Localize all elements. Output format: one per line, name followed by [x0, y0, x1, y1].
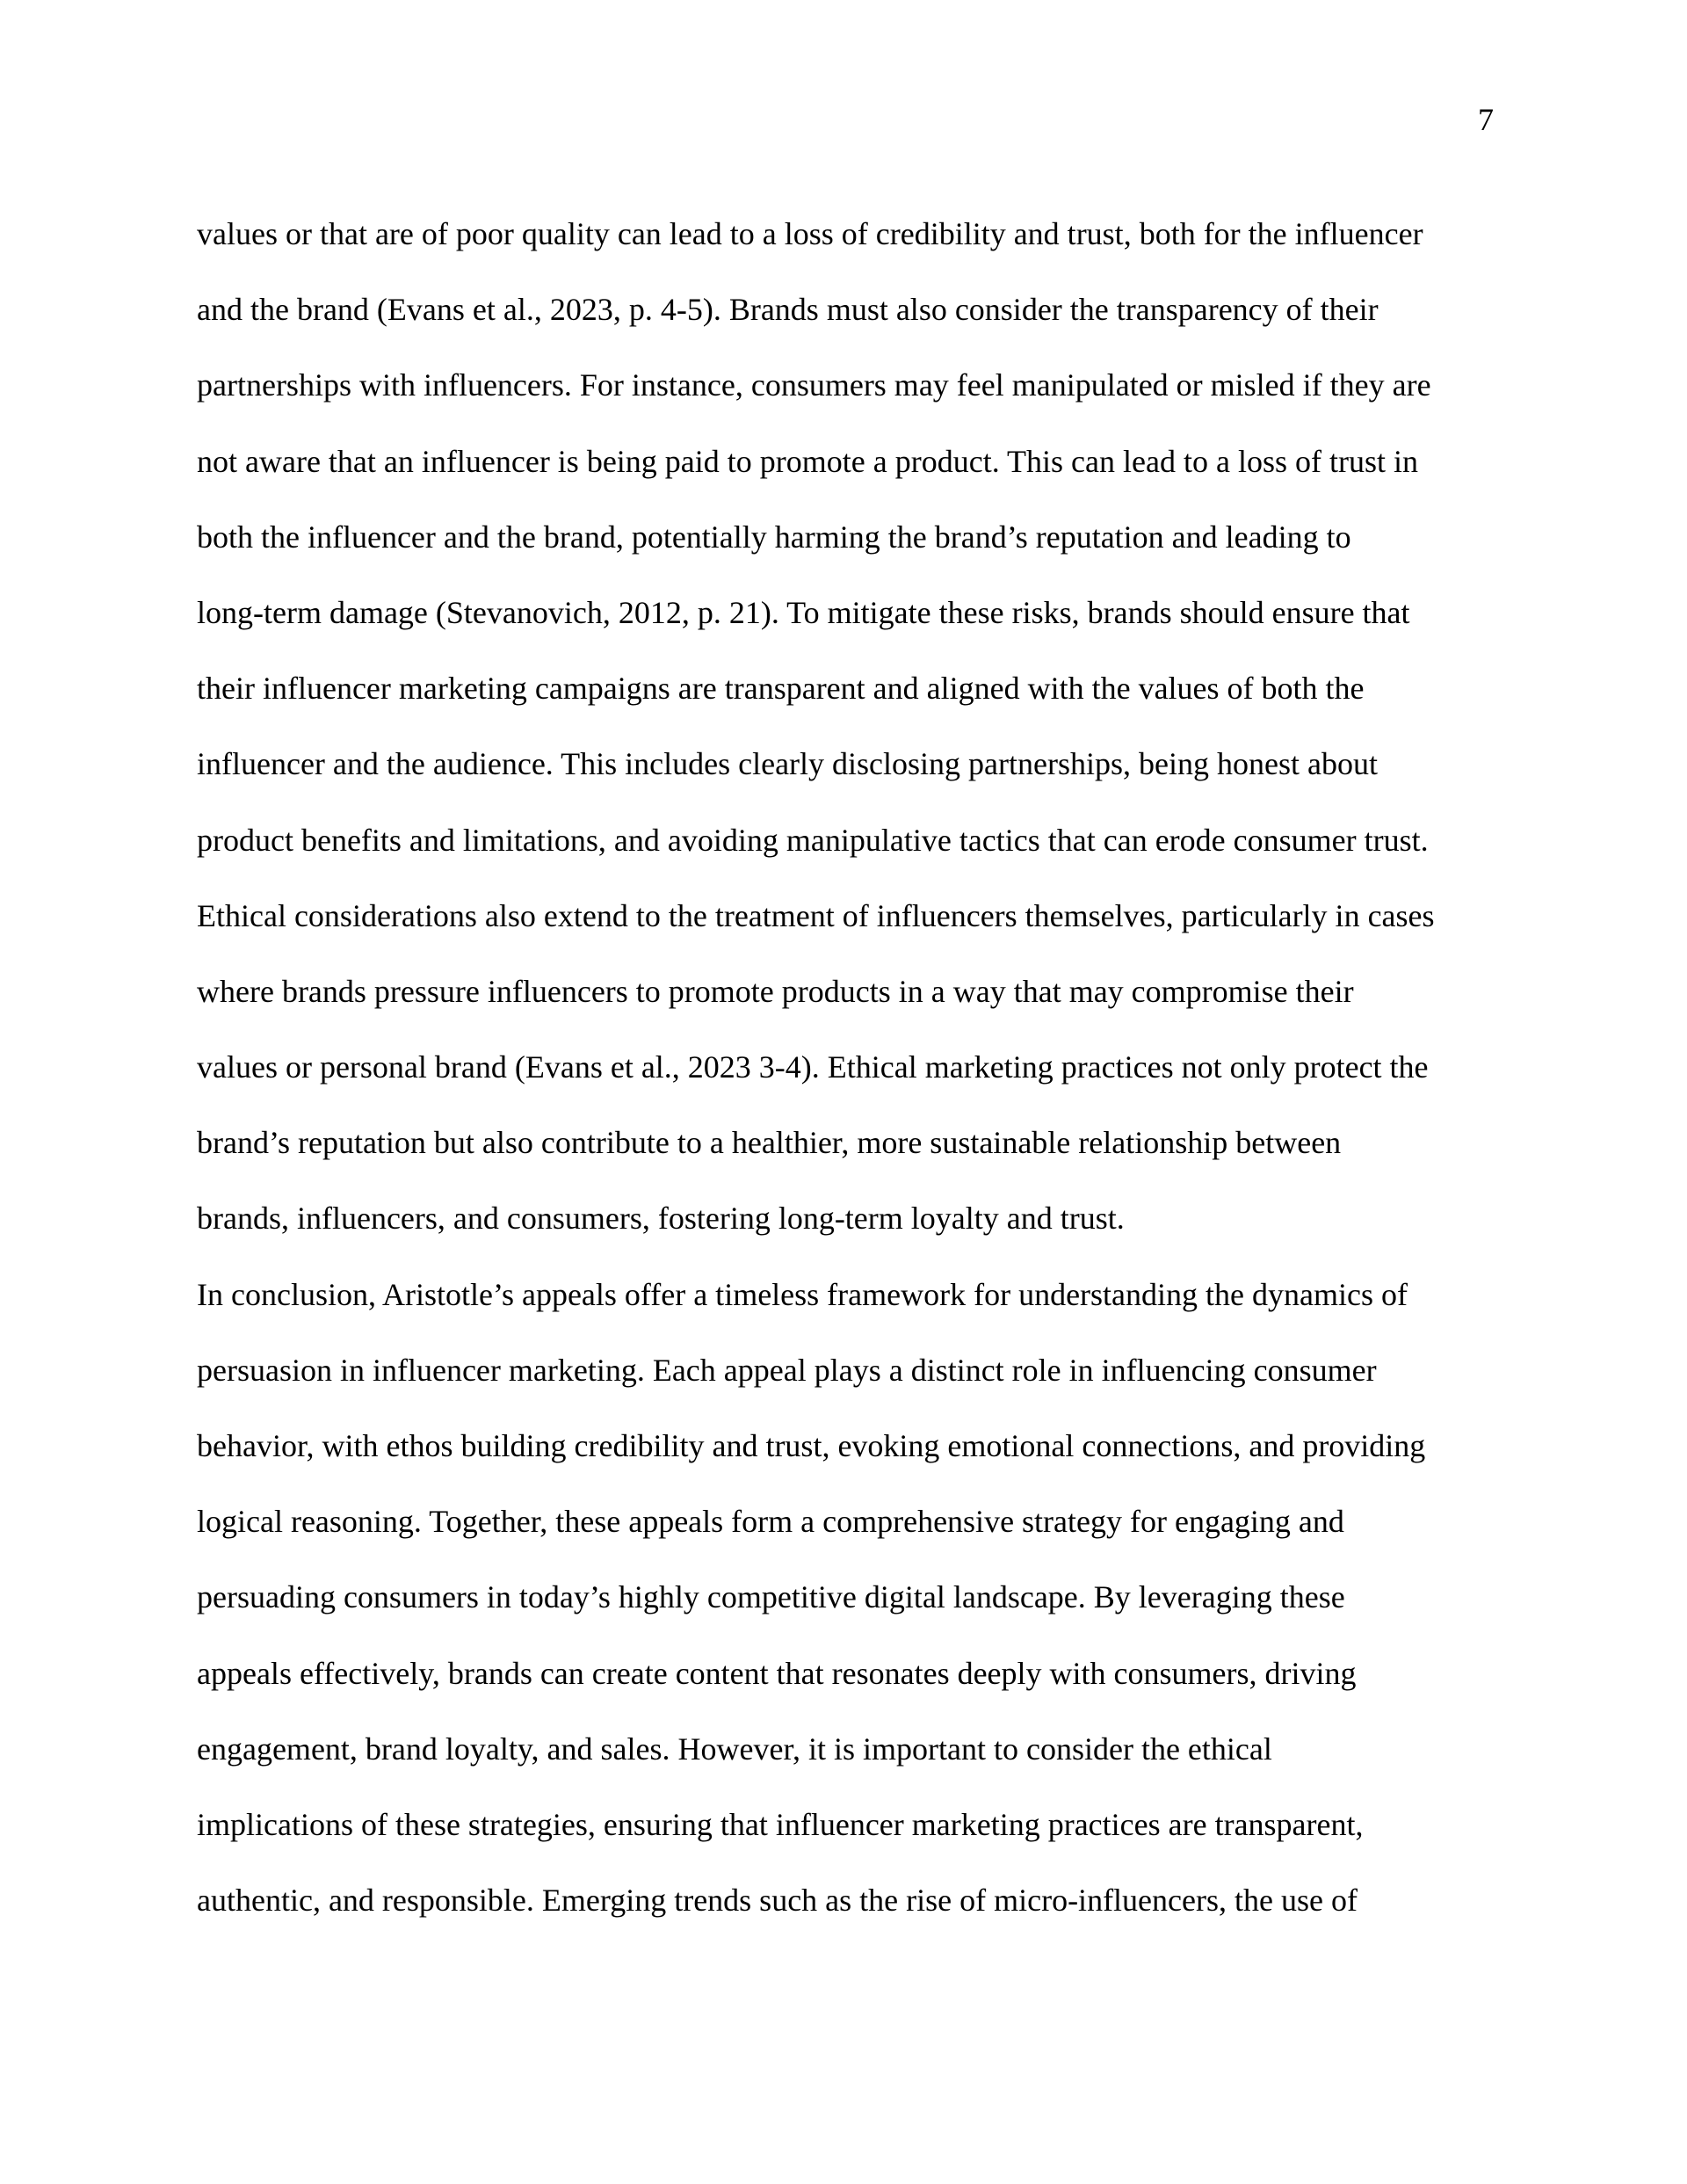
page-number: 7	[1478, 102, 1494, 137]
text-line: values or personal brand (Evans et al., 2023 3-4). Ethical marketing practices not only protect the	[197, 1049, 1429, 1085]
text-line: Ethical considerations also extend to the treatment of influencers themselves, particularly in cases	[197, 897, 1435, 933]
body-text	[197, 196, 1515, 1938]
text-line: long-term damage (Stevanovich, 2012, p. 21). To mitigate these risks, brands should ensure that	[197, 594, 1410, 630]
text-line: appeals effectively, brands can create content that resonates deeply with consumers, driving	[197, 1655, 1357, 1691]
text-line: influencer and the audience. This includes clearly disclosing partnerships, being honest about	[197, 746, 1378, 782]
text-line: implications of these strategies, ensuring that influencer marketing practices are transparent,	[197, 1806, 1364, 1842]
text-line: behavior, with ethos building credibility and trust, evoking emotional connections, and providing	[197, 1428, 1426, 1463]
text-line: not aware that an influencer is being paid to promote a product. This can lead to a loss of trust in	[197, 443, 1418, 479]
text-line: In conclusion, Aristotle’s appeals offer a timeless framework for understanding the dynamics of	[197, 1276, 1408, 1312]
text-line: product benefits and limitations, and avoiding manipulative tactics that can erode consumer trust.	[197, 822, 1429, 858]
text-line: partnerships with influencers. For instance, consumers may feel manipulated or misled if they are	[197, 367, 1431, 403]
text-line: both the influencer and the brand, potentially harming the brand’s reputation and leading to	[197, 519, 1351, 555]
text-line: brands, influencers, and consumers, fostering long-term loyalty and trust.	[197, 1201, 1125, 1237]
text-line: their influencer marketing campaigns are transparent and aligned with the values of both the	[197, 671, 1365, 707]
text-line: authentic, and responsible. Emerging trends such as the rise of micro-influencers, the use of	[197, 1883, 1358, 1919]
text-line: values or that are of poor quality can lead to a loss of credibility and trust, both for the influencer	[197, 216, 1423, 251]
text-line: brand’s reputation but also contribute to a healthier, more sustainable relationship between	[197, 1125, 1342, 1161]
text-line: where brands pressure influencers to promote products in a way that may compromise their	[197, 973, 1354, 1009]
text-line: persuasion in influencer marketing. Each appeal plays a distinct role in influencing consumer	[197, 1352, 1377, 1388]
text-line: engagement, brand loyalty, and sales. However, it is important to consider the ethical	[197, 1731, 1272, 1767]
text-line: persuading consumers in today’s highly competitive digital landscape. By leveraging these	[197, 1579, 1345, 1615]
text-line: logical reasoning. Together, these appeals form a comprehensive strategy for engaging and	[197, 1504, 1344, 1540]
text-line: and the brand (Evans et al., 2023, p. 4-5). Brands must also consider the transparency of their	[197, 292, 1379, 328]
